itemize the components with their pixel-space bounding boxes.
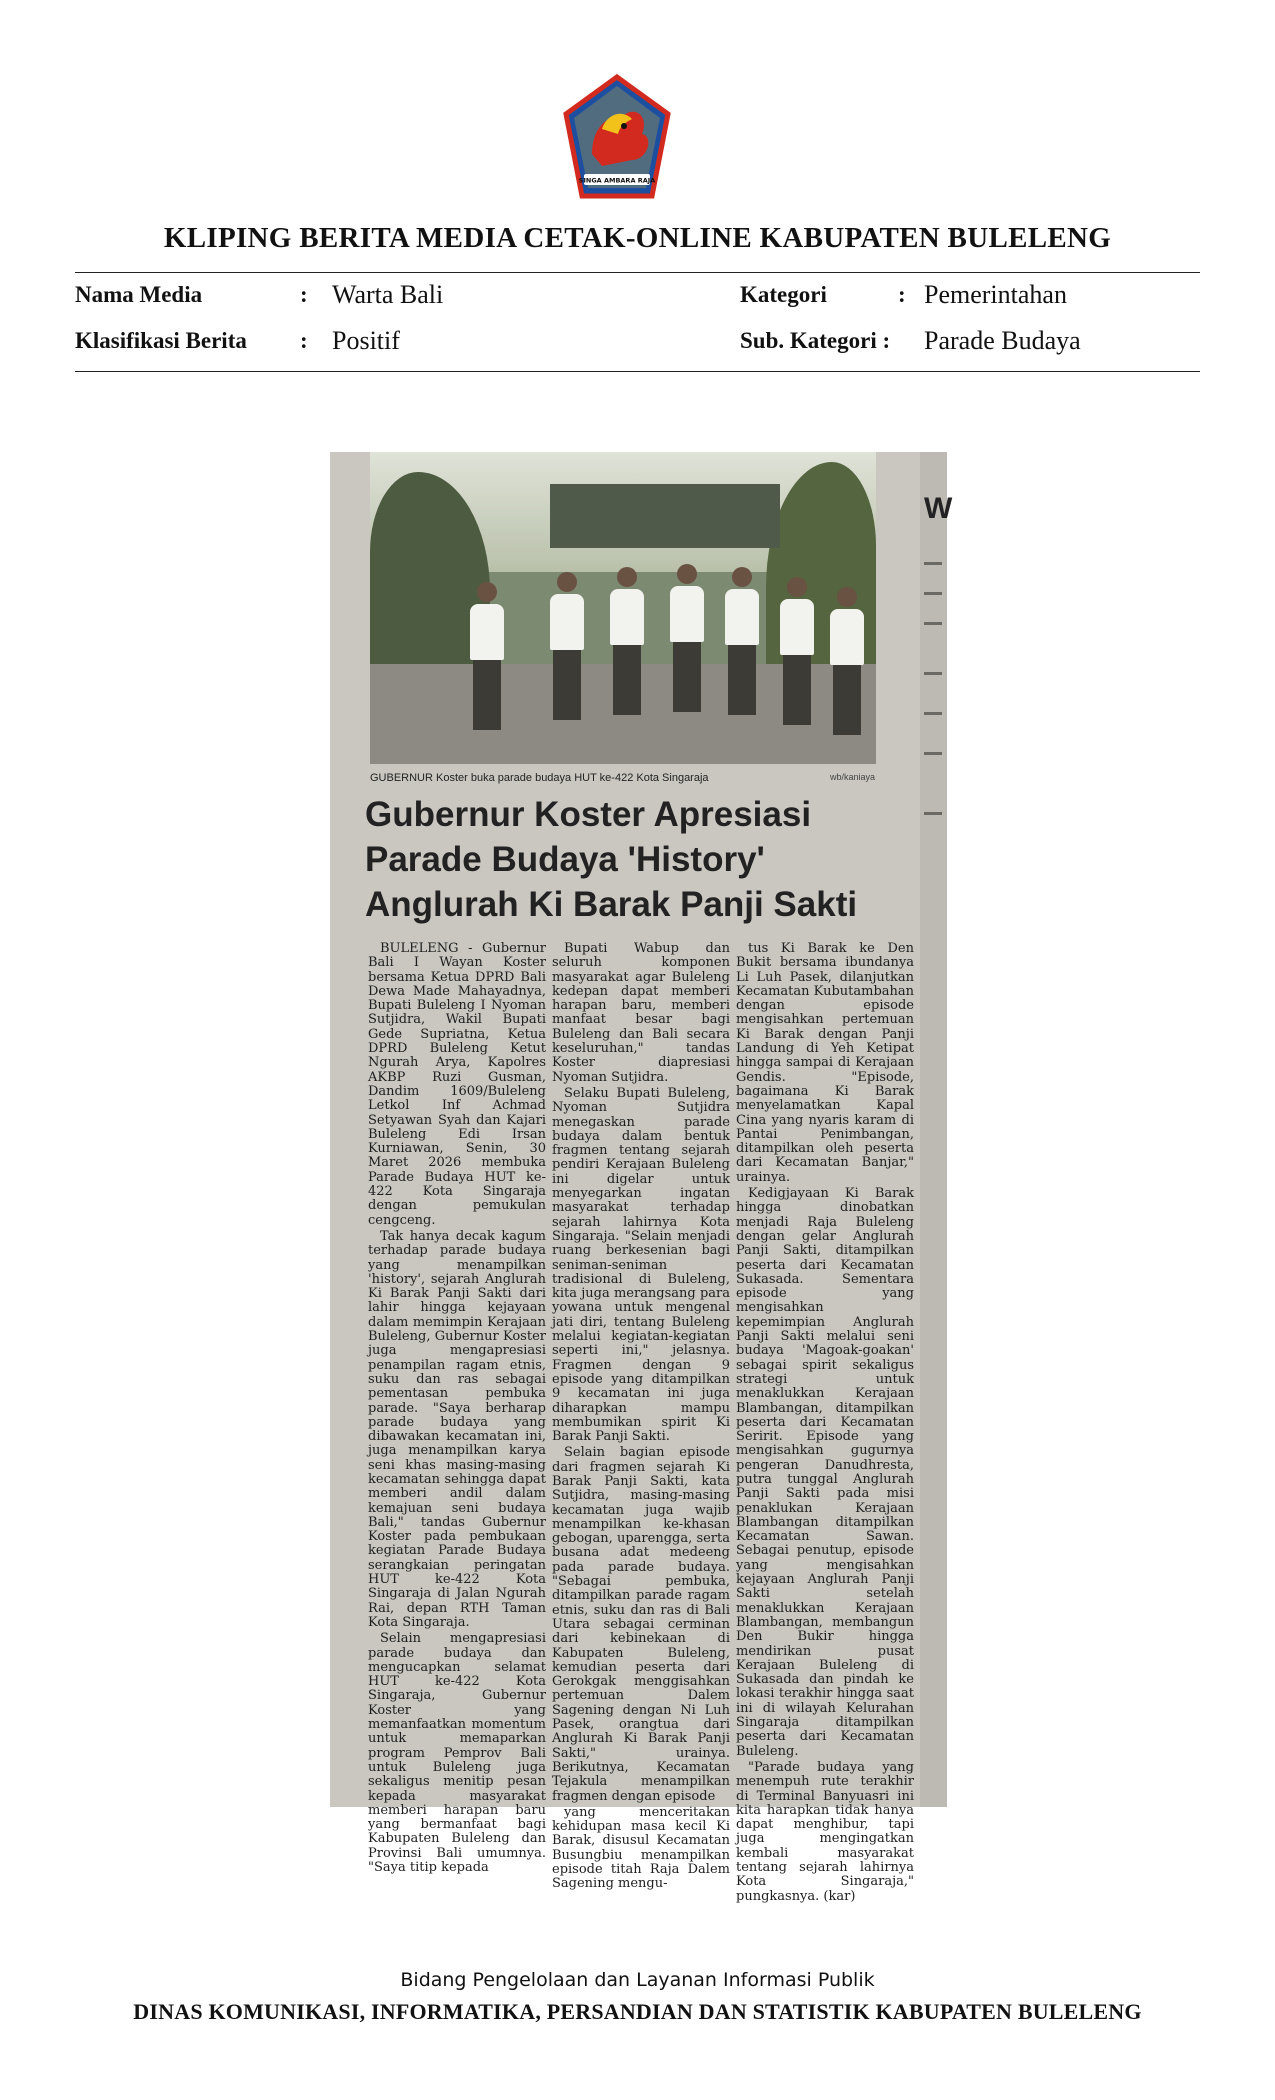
article-column-2	[552, 942, 730, 1894]
photo-person	[830, 587, 864, 735]
article-paragraph: Selain mengapresiasi parade budaya dan mengucapkan selamat HUT ke-422 Kota Singaraja, Gubernur Koster yang memanfaatkan momentum untuk memaparkan program Pemprov Bali untuk Buleleng juga sekaligus menitip pesan kepada masyarakat memberi harapan baru yang bermanfaat bagi Kabupaten Buleleng dan Provinsi Bali umumnya. "Saya titip kepada	[368, 1631, 546, 1875]
photo-person	[725, 567, 759, 715]
kategori-colon: :	[898, 282, 906, 307]
article-paragraph: tus Ki Barak ke Den Bukit bersama ibundanya Li Luh Pasek, dilanjutkan Kecamatan Kubutambahan dengan episode mengisahkan pertemuan Ki Barak dengan Panji Landung di Yeh Ketipat hingga sampai di Kerajaan Gendis. "Episode, bagaimana Ki Barak menyelamatkan Kapal Cina yang nyaris karam di Pantai Penimbangan, ditampilkan oleh peserta dari Kecamatan Banjar," urainya.	[736, 941, 915, 1185]
footer-division: Bidang Pengelolaan dan Layanan Informasi Publik	[400, 1969, 875, 1991]
klasifikasi-label: Klasifikasi Berita	[75, 328, 247, 353]
article-paragraph: Tak hanya decak kagum terhadap parade budaya yang menampilkan 'history', sejarah Anglurah Ki Barak Panji Sakti dari lahir hingga kejayaan dalam memimpin Kerajaan Buleleng, Gubernur Koster juga mengapresiasi penampilan ragam etnis, suku dan ras sebagai pementasan pembuka parade. "Saya berharap parade budaya yang dibawakan kecamatan ini, juga menampilkan karya seni khas masing-masing kecamatan sehingga dapat memberi andil dalam kemajuan seni budaya Bali," tandas Gubernur Koster pada pembukaan kegiatan Parade Budaya serangkaian peringatan HUT ke-422 Kota Singaraja di Jalan Ngurah Rai, depan RTH Taman Kota Singaraja.	[368, 1228, 546, 1630]
meta-divider	[75, 371, 1200, 372]
article-paragraph: yang menceritakan kehidupan masa kecil Ki Barak, disusul Kecamatan Busungbiu menampilkan episode titah Raja Dalem Sagening mengu-	[552, 1804, 730, 1892]
photo-caption: GUBERNUR Koster buka parade budaya HUT ke-422 Kota Singaraja	[370, 772, 709, 784]
article-photo	[370, 452, 876, 764]
photo-person	[550, 572, 584, 720]
article-paragraph: Kedigjayaan Ki Barak hingga dinobatkan menjadi Raja Buleleng dengan gelar Anglurah Panji Sakti, ditampilkan peserta dari Kecamatan Sukasada. Sementara episode yang mengisahkan kepemimpian Anglurah Panji Sakti melalui seni budaya 'Magoak-goakan' sebagai spirit sekaligus strategi untuk menaklukkan Kerajaan Blambangan, ditampilkan peserta dari Kecamatan Seririt. Episode yang mengisahkan gugurnya pengeran Danudhresta, putra tunggal Anglurah Panji Sakti pada misi penaklukan Kerajaan Blambangan ditampilkan Kecamatan Sawan. Sebagai penutup, episode yang mengisahkan kejayaan Anglurah Panji Sakti setelah menaklukkan Kerajaan Blambangan, membangun Den Bukir hingga mendirikan pusat Kerajaan Buleleng di Sukasada dan pindah ke lokasi terakhir hingga saat ini di wilayah Kelurahan Singaraja ditampilkan peserta dari Kecamatan Buleleng.	[736, 1186, 914, 1759]
footer-agency: DINAS KOMUNIKASI, INFORMATIKA, PERSANDIAN DAN STATISTIK KABUPATEN BULELENG	[133, 1999, 1142, 2024]
photo-person	[470, 582, 504, 730]
photo-person	[780, 577, 814, 725]
article-paragraph: Bupati Wabup dan seluruh komponen masyarakat agar Buleleng kedepan dapat memberi harapan baru, memberi manfaat besar bagi Buleleng dan Bali secara keseluruhan," tandas Koster diapresiasi Nyoman Sutjidra.	[552, 941, 730, 1085]
nama-media-colon: :	[300, 282, 308, 307]
logo-text: SINGA AMBARA RAJA	[578, 176, 656, 185]
article-column-1	[368, 942, 546, 1877]
top-divider	[75, 272, 1200, 273]
photo-credit: wb/kaniaya	[830, 772, 876, 782]
adjacent-article-strip	[920, 452, 947, 1807]
adjacent-article-letter: W	[924, 492, 953, 525]
klasifikasi-value: Positif	[332, 326, 400, 355]
kategori-value: Pemerintahan	[924, 280, 1067, 309]
article-paragraph: Selaku Bupati Buleleng, Nyoman Sutjidra menegaskan parade budaya dalam bentuk fragmen tentang sejarah pendiri Kerajaan Buleleng ini digelar untuk menyegarkan ingatan masyarakat terhadap sejarah lahirnya Kota Singaraja. "Selain menjadi ruang berkesenian bagi seniman-seniman tradisional di Buleleng, kita juga merangsang para yowana untuk mengenal jati diri, tentang Buleleng melalui kegiatan-kegiatan seperti ini," jelasnya. Fragmen dengan 9 episode yang ditampilkan 9 kecamatan ini juga diharapkan mampu membumikan spirit Ki Barak Panji Sakti.	[552, 1085, 730, 1445]
klasifikasi-colon: :	[300, 328, 308, 353]
document-title: KLIPING BERITA MEDIA CETAK-ONLINE KABUPATEN BULELENG	[163, 222, 1112, 254]
article-headline: Gubernur Koster Apresiasi Parade Budaya 'History' Anglurah Ki Barak Panji Sakti	[365, 795, 858, 924]
kategori-label: Kategori	[740, 282, 827, 307]
sub-kategori-label: Sub. Kategori :	[740, 328, 891, 353]
newspaper-clipping	[330, 452, 953, 1904]
sub-kategori-value: Parade Budaya	[924, 326, 1081, 355]
buleleng-emblem-logo	[562, 74, 672, 200]
article-paragraph: "Parade budaya yang menempuh rute terakhir di Terminal Banyuasri ini kita harapkan tidak hanya dapat menghibur, tapi juga mengingatkan kembali masyarakat tentang sejarah lahirnya Kota Singaraja," pungkasnya. (kar)	[736, 1759, 914, 1904]
nama-media-value: Warta Bali	[332, 280, 444, 309]
article-column-3	[736, 942, 914, 1906]
photo-person	[610, 567, 644, 715]
article-paragraph: Selain bagian episode dari fragmen sejarah Ki Barak Panji Sakti, kata Sutjidra, masing-masing kecamatan juga wajib menampilkan ke-khasan gebogan, uparengga, serta busana adat medeeng pada parade budaya. "Sebagai pembuka, ditampilkan parade ragam etnis, suku dan ras di Bali Utara sebagai cerminan dari kebinekaan di Kabupaten Buleleng, kemudian peserta dari Gerokgak menggisahkan pertemuan Dalem Sagening dengan Ni Luh Pasek, orangtua dari Anglurah Ki Barak Panji Sakti," urainya. Berikutnya, Kecamatan Tejakula menampilkan fragmen dengan episode	[552, 1445, 730, 1804]
article-paragraph: BULELENG - Gubernur Bali I Wayan Koster bersama Ketua DPRD Bali Dewa Made Mahayadnya, Bupati Buleleng I Nyoman Sutjidra, Wakil Bupati Gede Supriatna, Ketua DPRD Buleleng Ketut Ngurah Arya, Kapolres AKBP Ruzi Gusman, Dandim 1609/Buleleng Letkol Inf Achmad Setyawan Syah dan Kajari Buleleng Edi Irsan Kurniawan, Senin, 30 Maret 2026 membuka Parade Budaya HUT ke-422 Kota Singaraja dengan pemukulan cengceng.	[368, 941, 546, 1228]
stage-banner	[550, 484, 780, 548]
nama-media-label: Nama Media	[75, 282, 203, 307]
photo-person	[670, 564, 704, 712]
